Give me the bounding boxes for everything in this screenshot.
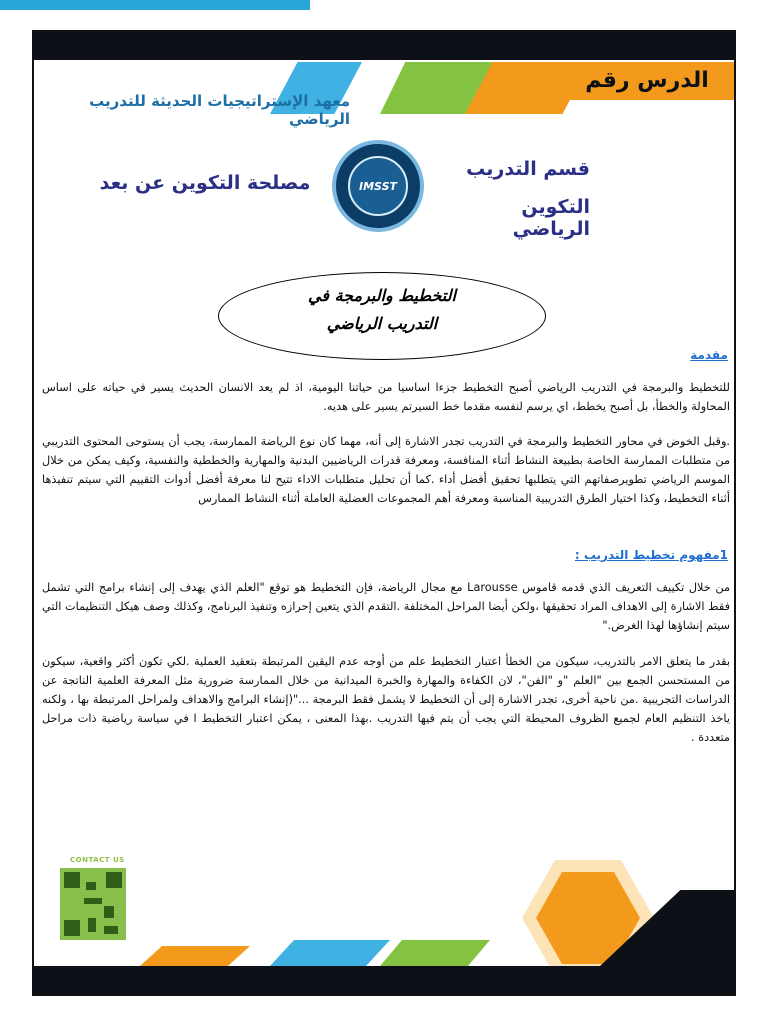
distance-learning-service: مصلحة التكوين عن بعد (99, 172, 311, 194)
logo-text: IMSST (359, 180, 397, 193)
qr-finder-bottom-left (64, 920, 80, 936)
header-blue-line (0, 0, 310, 10)
lesson-title-line1: التخطيط والبرمجة في (308, 286, 456, 305)
logo-emblem (348, 156, 408, 216)
definition-paragraph: من خلال تكييف التعريف الذي قدمه قاموس Larousse مع مجال الرياضة، فإن التخطيط هو توقع "العلم الذي يهدف إلى إنشاء برامج التي تشمل فقط الاشارة إلى الاهداف المراد تحقيقها ،ولكن أيضا المراحل المختلفة .التقدم الذي يتعين إحرازه وتنفيذ البرنامج، وكذلك وصف هيكل التنظيمات التي سيتم إنشاؤها لهذا الغرض." (42, 581, 731, 632)
qr-module (104, 926, 118, 934)
lesson-title-line2: التدريب الرياضي (326, 314, 438, 333)
section1-heading: 1مفهوم تخطيط التدريب : (574, 548, 728, 562)
qr-finder-top-left (64, 872, 80, 888)
training-paragraph: بقدر ما يتعلق الامر بالتدريب، سيكون من الخطأ اعتبار التخطيط علم من أوجه عدم اليقين المرتبطة بتعقيد العملية .لكي تكون أكثر واقعية، سيكون من المستحسن الجمع بين "العلم "و "الفن"، لان الكفاءة والمهارة والخبرة الميدانية من خلال الممارسة ضرورية مثل المعرفة العلمية الناتجة عن الدراسات التجريبية .من ناحية أخرى، تجدر الاشارة إلى أن التخطيط لا يشمل فقط البرمجة ..."(إنشاء البرامج والاهداف ولمراحل المرتبطة بها ، ولكنه ياخذ التنظيم العام لجميع الظروف المحيطة التي يجب أن يتم فيها التدريب .بهذا المعنى ، يمكن اعتبار التخطيط ا في سياسة رياضية ذات مراحل متعددة . (42, 655, 730, 744)
department-line2: التكوين الرياضي (512, 196, 590, 240)
qr-module (88, 918, 96, 932)
qr-module (86, 882, 96, 890)
institute-name: معهد الإستراتيجيات الحديثة للتدريب الرياضي (89, 92, 350, 128)
intro-heading: مقدمة (690, 348, 728, 362)
top-dark-bar (34, 32, 734, 60)
qr-module (84, 898, 102, 904)
qr-code[interactable] (60, 868, 126, 940)
scope-paragraph: .وقبل الخوض في محاور التخطيط والبرمجة في التدريب تجدر الاشارة إلى أنه، مهما كان نوع الرياضة الممارسة، يجب أن يستوحى المحتوى التدريبي من متطلبات الممارسة الخاصة بطبيعة النشاط أثناء المنافسة، ومعرفة قدرات الرياضيين البدنية والمهارية والخططية والنفسية، وكيف يمكن من خلال الموسم الرياضي تطويرصفاتهم التي يتطلبها تحقيق أفضل أداء .كما أن تحليل متطلبات الاداء تتيح لنا معرفة أفضل أدوات التقييم التي سيتم تنفيذها أثناء التخطيط، وكذا اختيار الطرق التدريبية المناسبة ومعرفة أهم المجموعات العضلية العاملة أثناء النشاط الممارس (42, 435, 730, 505)
bottom-dark-bar (34, 966, 734, 994)
intro-paragraph: للتخطيط والبرمجة في التدريب الرياضي أصبح التخطيط جزءا اساسيا من حياتنا اليومية، اذ لم يعد الانسان الحديث يسير في حياته على اساس المحاولة والخطأ، بل أصبح يخطط، اي يرسم لنفسه مقدما خط السيرتم يسير على هديه. (42, 381, 730, 413)
lesson-number-label: الدرس رقم (560, 62, 734, 100)
contact-label: CONTACT US (70, 856, 125, 864)
qr-finder-top-right (106, 872, 122, 888)
qr-module (104, 906, 114, 918)
department-line1: قسم التدريب (466, 158, 590, 180)
institute-logo (332, 140, 424, 232)
